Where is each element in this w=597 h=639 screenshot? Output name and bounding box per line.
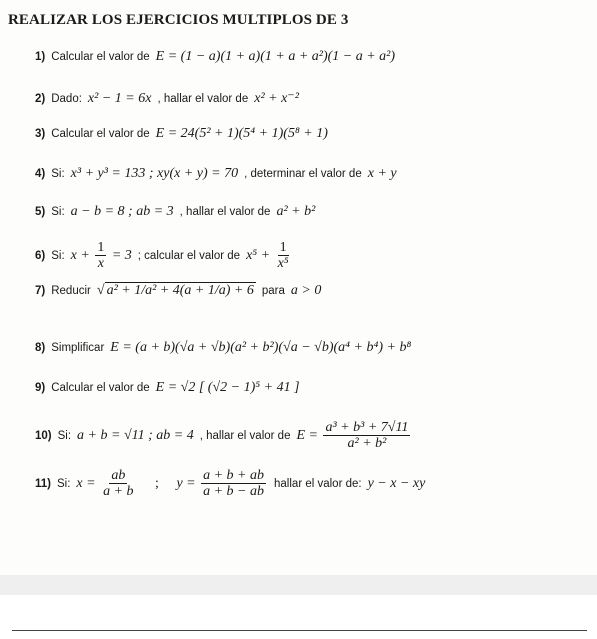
fraction: $\frac{1}{x}$ bbox=[97, 240, 105, 272]
exercise-text: Si: bbox=[51, 249, 65, 262]
exercise-text: Calcular el valor de bbox=[51, 51, 150, 63]
exercise-text: Si: bbox=[57, 429, 72, 442]
exercise-formula: x³ + y³ = 133 ; xy(x + y) = 70 bbox=[70, 166, 239, 181]
exercise-number: 10) bbox=[35, 429, 52, 442]
exercise-formula: E = 24(5² + 1)(5⁴ + 1)(5⁸ + 1) bbox=[155, 126, 328, 141]
exercise-number: 7) bbox=[35, 285, 46, 297]
exercise-text-2: , determinar el valor de bbox=[244, 168, 362, 180]
exercise-number: 11) bbox=[35, 477, 51, 490]
exercise-formula: E = √2 [ (√2 − 1)⁵ + 41 ] bbox=[155, 380, 300, 395]
exercise-formula-2: x² + x⁻² bbox=[254, 91, 299, 106]
exercise-text: Si: bbox=[51, 168, 65, 180]
exercise-text-2: , hallar el valor de bbox=[157, 92, 249, 105]
exercise-text-2: para bbox=[261, 285, 285, 297]
exercise-text: Simplificar bbox=[51, 342, 105, 354]
exercise-text: Si: bbox=[57, 477, 71, 490]
exercise-9 bbox=[35, 380, 300, 396]
exercise-number: 9) bbox=[35, 382, 46, 394]
exercise-formula: x + $\frac{1}{x}$ = 3 bbox=[70, 240, 132, 272]
exercise-number: 4) bbox=[35, 168, 46, 180]
exercise-text-2: , hallar el valor de bbox=[179, 206, 271, 218]
page-title: REALIZAR LOS EJERCICIOS MULTIPLOS DE 3 bbox=[8, 12, 349, 28]
exercise-number: 6) bbox=[35, 249, 46, 262]
exercise-formula-2: E = $\frac{\text{a³ + b³ + 7√11}}{\text{a² + b²}}$ bbox=[296, 420, 409, 452]
exercise-text: Calcular el valor de bbox=[51, 128, 150, 140]
exercise-3 bbox=[35, 126, 328, 142]
exercise-formula-2: x + y bbox=[367, 166, 397, 181]
exercise-text: Reducir bbox=[51, 285, 91, 297]
exercise-1 bbox=[35, 49, 395, 65]
exercise-5 bbox=[35, 204, 315, 220]
exercise-formula: a + b = √11 ; ab = 4 bbox=[77, 427, 194, 443]
exercise-formula: a − b = 8 ; ab = 3 bbox=[70, 204, 174, 219]
exercise-number: 3) bbox=[35, 128, 46, 140]
exercise-formula-2: a > 0 bbox=[290, 283, 322, 298]
exercise-formula: E = (a + b)(√a + √b)(a² + b²)(√a − √b)(a⁴ + b⁴) + b⁸ bbox=[110, 340, 412, 355]
exercise-8 bbox=[35, 340, 411, 356]
exercise-number: 8) bbox=[35, 342, 46, 354]
exercise-formula-2: x⁵ + $\frac{1}{\text{x⁵}}$ bbox=[246, 240, 289, 272]
exercise-formula: x² − 1 = 6x bbox=[87, 90, 152, 106]
exercise-4 bbox=[35, 166, 397, 182]
exercise-text: Calcular el valor de bbox=[51, 382, 150, 394]
exercise-text-2: hallar el valor de: bbox=[274, 477, 362, 490]
exercise-number: 2) bbox=[35, 92, 46, 105]
fraction: $\frac{a + b + ab}{a + b - ab}$ bbox=[203, 468, 265, 500]
exercise-formula: E = (1 − a)(1 + a)(1 + a + a²)(1 − a + a²) bbox=[155, 49, 396, 64]
exercise-number: 1) bbox=[35, 51, 46, 63]
fraction: $\frac{1}{\text{x⁵}}$ bbox=[277, 240, 289, 272]
exercise-text: Dado: bbox=[51, 92, 82, 105]
exercise-2 bbox=[35, 90, 299, 107]
divider bbox=[12, 630, 587, 631]
exercise-formula: √ a² + 1/a² + 4(a + 1/a) + 6 bbox=[96, 283, 254, 298]
exercise-number: 5) bbox=[35, 206, 46, 218]
exercise-text: Si: bbox=[51, 206, 65, 218]
page-separator bbox=[0, 575, 597, 595]
fraction: $\frac{ab}{a + b}$ bbox=[103, 468, 134, 500]
fraction: $\frac{\text{a³ + b³ + 7√11}}{\text{a² + b²}}$ bbox=[325, 420, 409, 452]
exercise-10 bbox=[35, 420, 412, 452]
exercise-text-2: ; calcular el valor de bbox=[137, 249, 241, 262]
exercise-text-2: , hallar el valor de bbox=[199, 429, 291, 442]
exercise-7 bbox=[35, 283, 321, 299]
exercise-formula-2: a² + b² bbox=[276, 204, 316, 219]
exercise-formula: x = $\frac{ab}{a + b}$ ; y = $\frac{a + b + ab}{a + b - ab}$ bbox=[76, 468, 265, 500]
exercise-11 bbox=[35, 468, 425, 500]
exercise-6 bbox=[35, 240, 293, 272]
exercise-formula-2: y − x − xy bbox=[367, 475, 426, 491]
